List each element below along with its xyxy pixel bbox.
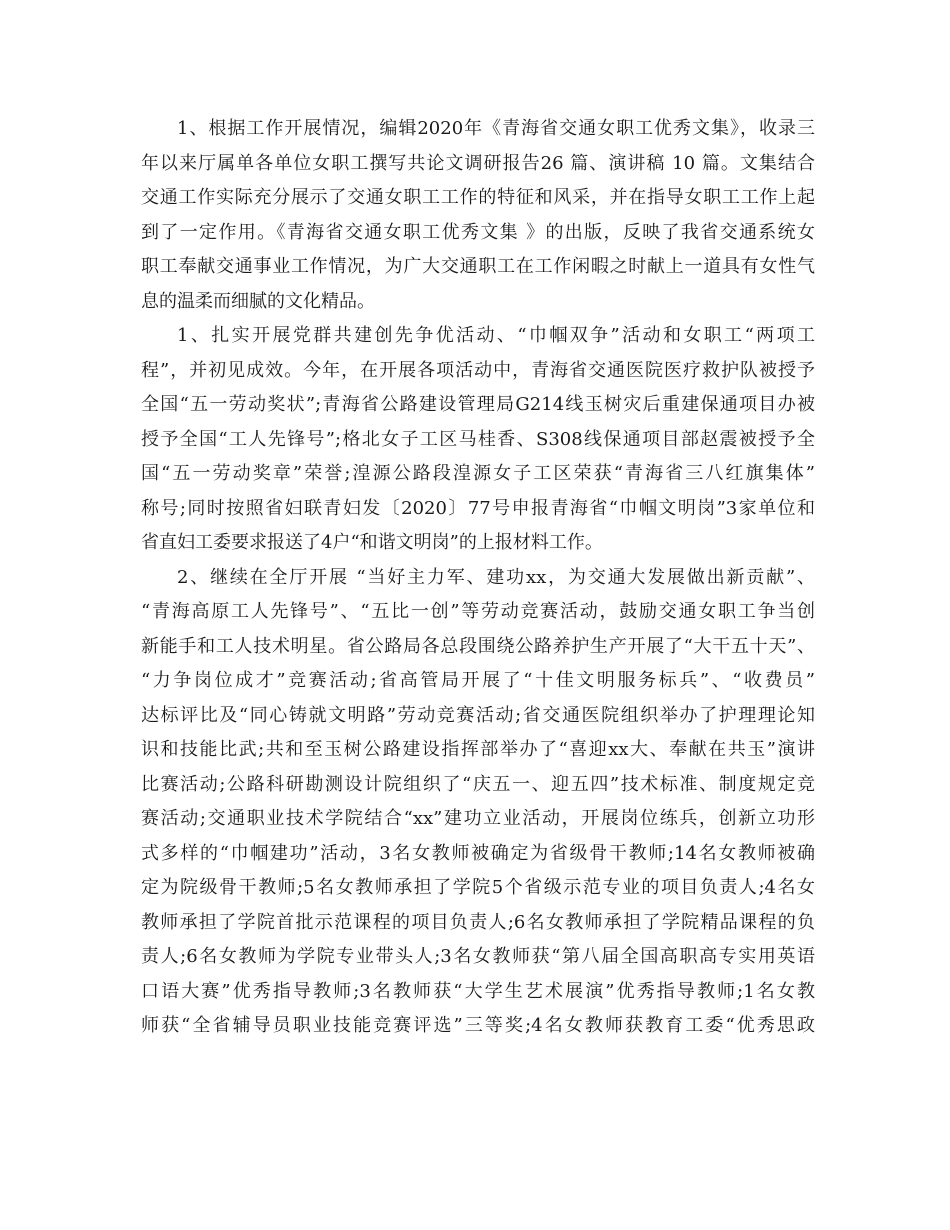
text-line: 息的温柔而细腻的文化精品。 [141,290,375,312]
text-line: 教师承担了学院首批示范课程的项目负责人;6名女教师承担了学院精品课程的负 [141,911,815,933]
paragraph-work-collection [141,112,815,319]
text-line: 全国“五一劳动奖状”;青海省公路建设管理局G214线玉树灾后重建保通项目办被 [141,394,815,415]
text-line: 师获“全省辅导员职业技能竞赛评选”三等奖;4名女教师获教育工委“优秀思政 [141,1015,815,1036]
document-body [141,112,815,1044]
text-line: 到了一定作用。《青海省交通女职工优秀文集 》的出版，反映了我省交通系统女 [141,221,815,243]
paragraph-labor-competitions [141,561,815,1044]
text-line: 达标评比及“同心铸就文明路”劳动竞赛活动;省交通医院组织举办了护理理论知 [141,704,815,726]
text-line: 国“五一劳动奖章”荣誉;湟源公路段湟源女子工区荣获“青海省三八红旗集体” [141,463,815,484]
text-line: 1、扎实开展党群共建创先争优活动、“巾帼双争”活动和女职工“两项工 [177,325,815,346]
text-line: 职工奉献交通事业工作情况，为广大交通职工在工作闲暇之时献上一道具有女性气 [141,256,815,277]
text-line: “力争岗位成才”竞赛活动;省高管局开展了“十佳文明服务标兵”、“收费员” [141,670,815,691]
text-line: “青海高原工人先锋号”、“五比一创”等劳动竞赛活动，鼓励交通女职工争当创 [141,601,815,622]
text-line: 口语大赛”优秀指导教师;3名教师获“大学生艺术展演”优秀指导教师;1名女教 [141,980,815,1002]
text-line: 式多样的“巾帼建功”活动，3名女教师被确定为省级骨干教师;14名女教师被确 [141,842,815,864]
text-line: 交通工作实际充分展示了交通女职工工作的特征和风采，并在指导女职工工作上起 [141,187,815,208]
text-line: 省直妇工委要求报送了4户“和谐文明岗”的上报材料工作。 [141,532,603,553]
text-line: 2、继续在全厅开展 “当好主力军、建功xx，为交通大发展做出新贡献”、 [177,566,815,588]
text-line: 称号;同时按照省妇联青妇发〔2020〕77号申报青海省“巾帼文明岗”3家单位和 [141,497,815,519]
text-line: 赛活动;交通职业技术学院结合“xx”建功立业活动，开展岗位练兵，创新立功形 [141,808,815,829]
text-line: 责人;6名女教师为学院专业带头人;3名女教师获“第八届全国高职高专实用英语 [141,946,815,967]
text-line: 授予全国“工人先锋号”;格北女子工区马桂香、S308线保通项目部赵震被授予全 [141,428,815,450]
paragraph-party-activities [141,319,815,561]
text-line: 识和技能比武;共和至玉树公路建设指挥部举办了“喜迎xx大、奉献在共玉”演讲 [141,739,815,760]
text-line: 年以来厅属单各单位女职工撰写共论文调研报告26 篇、演讲稿 10 篇。文集结合 [141,152,815,174]
text-line: 比赛活动;公路科研勘测设计院组织了“庆五一、迎五四”技术标准、制度规定竞 [141,773,815,795]
text-line: 定为院级骨干教师;5名女教师承担了学院5个省级示范专业的项目负责人;4名女 [141,877,815,898]
text-line: 1、根据工作开展情况，编辑2020年《青海省交通女职工优秀文集》，收录三 [177,118,815,139]
text-line: 程”，并初见成效。今年，在开展各项活动中，青海省交通医院医疗救护队被授予 [141,359,815,381]
text-line: 新能手和工人技术明星。省公路局各总段围绕公路养护生产开展了“大干五十天”、 [141,635,815,657]
